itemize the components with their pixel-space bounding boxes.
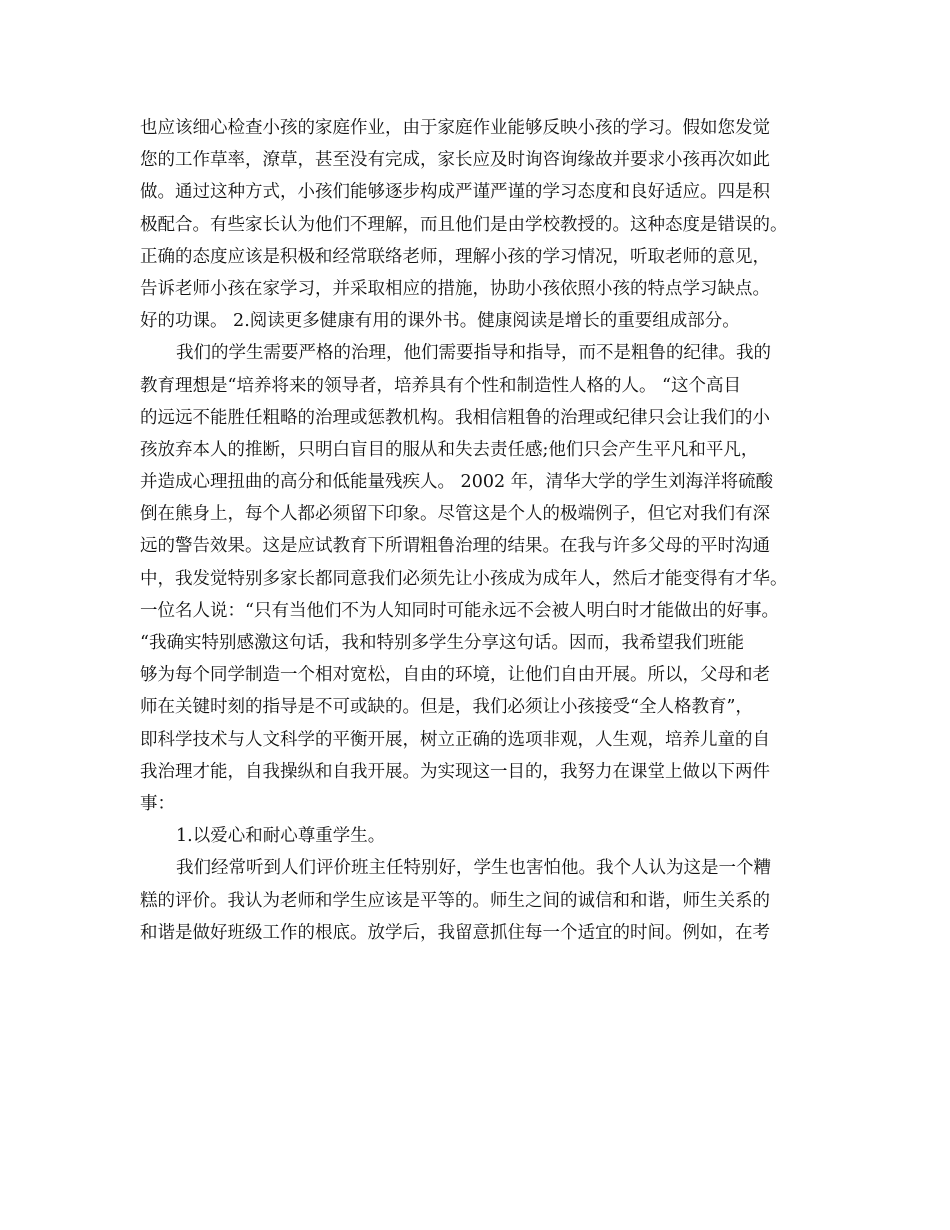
text-line-4: 极配合。有些家长认为他们不理解，而且他们是由学校教授的。这种态度是错误的。: [140, 214, 788, 235]
text-line-15: 中，我发觉特别多家长都同意我们必须先让小孩成为成年人，然后才能变得有才华。: [140, 568, 788, 589]
text-line-3: 做。通过这种方式，小孩们能够逐步构成严谨严谨的学习态度和良好适应。四是积: [140, 182, 770, 203]
text-line-17: “我确实特别感激这句话，我和特别多学生分享这句话。因而，我希望我们班能: [140, 633, 744, 653]
text-line-2: 您的工作草率，潦草，甚至没有完成，家长应及时询咨询缘故并要求小孩再次如此: [140, 150, 770, 171]
text-line-26: 和谐是做好班级工作的根底。放学后，我留意抓住每一个适宜的时间。例如，在考: [140, 922, 770, 943]
text-line-11: 孩放弃本人的推断，只明白盲目的服从和失去责任感;他们只会产生平凡和平凡，: [140, 439, 759, 460]
text-line-14: 远的警告效果。这是应试教育下所谓粗鲁治理的结果。在我与许多父母的平时沟通: [140, 536, 770, 557]
text-line-5: 正确的态度应该是积极和经常联络老师，理解小孩的学习情况，听取老师的意见，: [140, 246, 770, 267]
body-text: [140, 112, 812, 949]
text-line-23: 1.以爱心和耐心尊重学生。: [176, 826, 386, 847]
text-line-20: 即科学技术与人文科学的平衡开展，树立正确的选项非观，人生观，培养儿童的自: [140, 729, 770, 750]
text-line-1: 也应该细心检查小孩的家庭作业，由于家庭作业能够反映小孩的学习。假如您发觉: [140, 118, 770, 138]
text-line-7: 好的功课。 2.阅读更多健康有用的课外书。健康阅读是增长的重要组成部分。: [140, 311, 740, 332]
text-line-19: 师在关键时刻的指导是不可或缺的。但是，我们必须让小孩接受“全人格教育”，: [140, 697, 753, 718]
text-line-18: 够为每个同学制造一个相对宽松，自由的环境，让他们自由开展。所以，父母和老: [140, 665, 770, 686]
text-line-6: 告诉老师小孩在家学习，并采取相应的措施，协助小孩依照小孩的特点学习缺点。: [140, 278, 770, 299]
text-line-24: 我们经常听到人们评价班主任特别好，学生也害怕他。我个人认为这是一个糟: [176, 858, 771, 879]
text-line-21: 我治理才能，自我操纵和自我开展。为实现这一目的，我努力在课堂上做以下两件: [140, 761, 770, 782]
text-line-25: 糕的评价。我认为老师和学生应该是平等的。师生之间的诚信和和谐，师生关系的: [140, 890, 770, 911]
text-line-12: 并造成心理扭曲的高分和低能量残疾人。 2002 年，清华大学的学生刘海洋将硫酸: [140, 472, 774, 493]
text-line-22: 事：: [140, 793, 175, 814]
text-line-9: 教育理想是“培养将来的领导者，培养具有个性和制造性人格的人。 “这个高目: [140, 375, 741, 396]
text-line-16: 一位名人说：“只有当他们不为人知同时可能永远不会被人明白时才能做出的好事。: [140, 600, 779, 621]
text-line-8: 我们的学生需要严格的治理，他们需要指导和指导，而不是粗鲁的纪律。我的: [176, 343, 771, 364]
text-line-10: 的远远不能胜任粗略的治理或惩教机构。我相信粗鲁的治理或纪律只会让我们的小: [140, 407, 770, 428]
text-line-13: 倒在熊身上，每个人都必须留下印象。尽管这是个人的极端例子，但它对我们有深: [140, 504, 770, 525]
